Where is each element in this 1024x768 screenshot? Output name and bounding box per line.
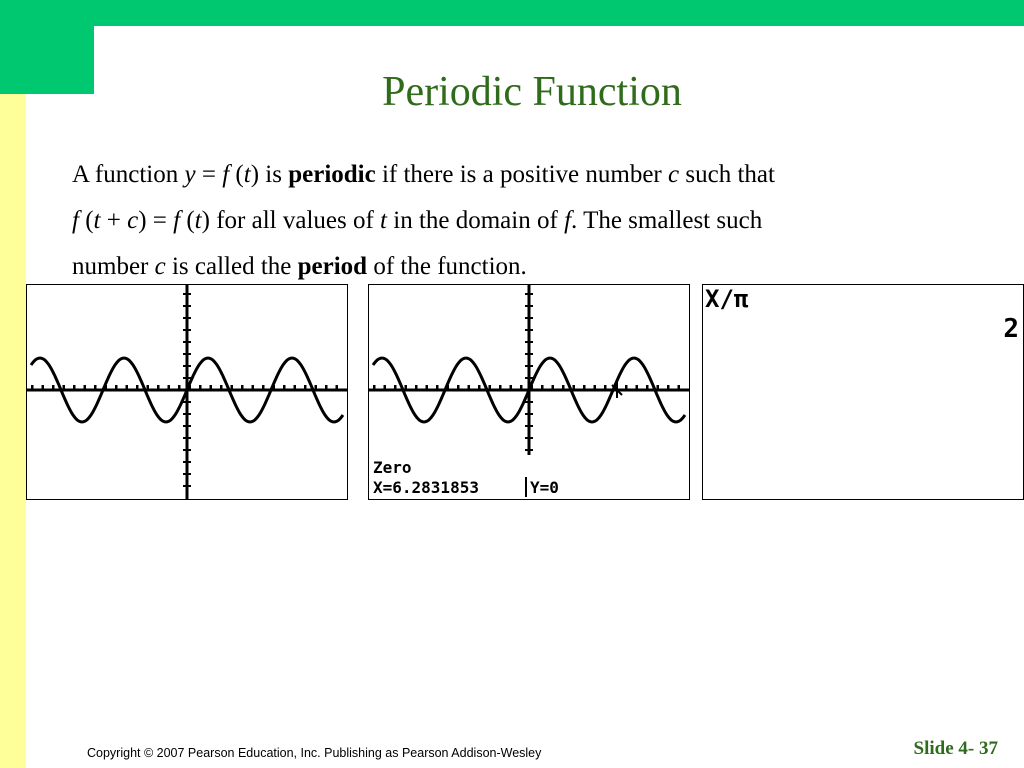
x-tick [583, 385, 586, 389]
x-tick [678, 385, 681, 389]
y-tick [525, 329, 533, 331]
x-tick [336, 385, 339, 389]
y-tick [183, 401, 191, 403]
y-tick [525, 317, 533, 319]
x-readout: X=6.2831853 [373, 478, 479, 497]
y-tick [183, 341, 191, 343]
x-tick [315, 385, 318, 389]
x-tick [436, 385, 439, 389]
x-tick [126, 385, 129, 389]
x-tick [283, 385, 286, 389]
term-period: period [297, 253, 368, 280]
x-tick [136, 385, 139, 389]
x-tick [552, 385, 555, 389]
y-tick [525, 377, 533, 379]
calculator-zero-screen [368, 284, 690, 500]
y-tick [183, 317, 191, 319]
x-tick [394, 385, 397, 389]
sine-graph-2 [369, 285, 689, 499]
y-tick [525, 365, 533, 367]
calculator-graph-screen [26, 284, 348, 500]
y-tick [525, 293, 533, 295]
x-tick [262, 385, 265, 389]
sine-graph-1 [27, 285, 347, 499]
x-tick [426, 385, 429, 389]
y-tick [525, 401, 533, 403]
x-tick [646, 385, 649, 389]
x-tick [199, 385, 202, 389]
definition-line-3: number c is called the period of the function. [72, 253, 527, 280]
x-tick [241, 385, 244, 389]
y-tick [183, 305, 191, 307]
y-tick [183, 293, 191, 295]
x-tick [220, 385, 223, 389]
x-tick [520, 385, 523, 389]
x-tick [562, 385, 565, 389]
y-tick [525, 353, 533, 355]
y-tick [183, 449, 191, 451]
x-tick [52, 385, 55, 389]
x-tick [657, 385, 660, 389]
x-tick [489, 385, 492, 389]
x-tick [325, 385, 328, 389]
home-screen-display [703, 285, 1023, 499]
y-tick [183, 377, 191, 379]
x-tick [42, 385, 45, 389]
y-tick [525, 413, 533, 415]
y-tick [525, 437, 533, 439]
calculator-home-screen [702, 284, 1024, 500]
y-tick [183, 365, 191, 367]
y-tick [183, 485, 191, 487]
x-ticks [31, 385, 338, 389]
y-tick [183, 413, 191, 415]
x-tick [468, 385, 471, 389]
y-tick [183, 437, 191, 439]
x-tick [63, 385, 66, 389]
definition-text [72, 152, 972, 290]
result-value: 2 [1003, 314, 1019, 344]
x-ticks [373, 385, 680, 389]
x-tick [457, 385, 460, 389]
x-tick [115, 385, 118, 389]
y-tick [183, 329, 191, 331]
x-tick [294, 385, 297, 389]
x-tick [210, 385, 213, 389]
x-tick [594, 385, 597, 389]
slide-number: Slide 4- 37 [913, 738, 998, 759]
y-tick [183, 473, 191, 475]
y-readout: Y=0 [530, 478, 559, 497]
x-tick [667, 385, 670, 389]
y-tick [525, 305, 533, 307]
zero-label: Zero [373, 458, 412, 477]
term-periodic: periodic [288, 161, 376, 188]
x-tick [373, 385, 376, 389]
x-tick [573, 385, 576, 389]
x-tick [636, 385, 639, 389]
copyright-footer: Copyright © 2007 Pearson Education, Inc. Publishing as Pearson Addison-Wesley [87, 746, 542, 760]
top-accent-bar [0, 0, 1024, 26]
y-tick [525, 449, 533, 451]
x-tick [84, 385, 87, 389]
x-tick [147, 385, 150, 389]
x-tick [252, 385, 255, 389]
y-tick [525, 341, 533, 343]
x-tick [384, 385, 387, 389]
y-tick [183, 425, 191, 427]
y-tick [183, 461, 191, 463]
x-tick [415, 385, 418, 389]
x-tick [510, 385, 513, 389]
x-tick [168, 385, 171, 389]
slide-title: Periodic Function [382, 69, 682, 115]
expression-entry: X/π [705, 285, 749, 313]
x-tick [304, 385, 307, 389]
x-tick [604, 385, 607, 389]
definition-line-1: A function y = f (t) is periodic if there is a positive number c such that [72, 161, 775, 188]
x-tick [625, 385, 628, 389]
y-tick [183, 353, 191, 355]
x-tick [541, 385, 544, 389]
x-tick [405, 385, 408, 389]
definition-line-2: f (t + c) = f (t) for all values of t in the domain of f. The smallest such [72, 207, 763, 234]
x-tick [157, 385, 160, 389]
x-tick [31, 385, 34, 389]
x-tick [94, 385, 97, 389]
x-tick [231, 385, 234, 389]
y-tick [525, 425, 533, 427]
x-tick [178, 385, 181, 389]
x-tick [73, 385, 76, 389]
x-tick [478, 385, 481, 389]
x-tick [499, 385, 502, 389]
